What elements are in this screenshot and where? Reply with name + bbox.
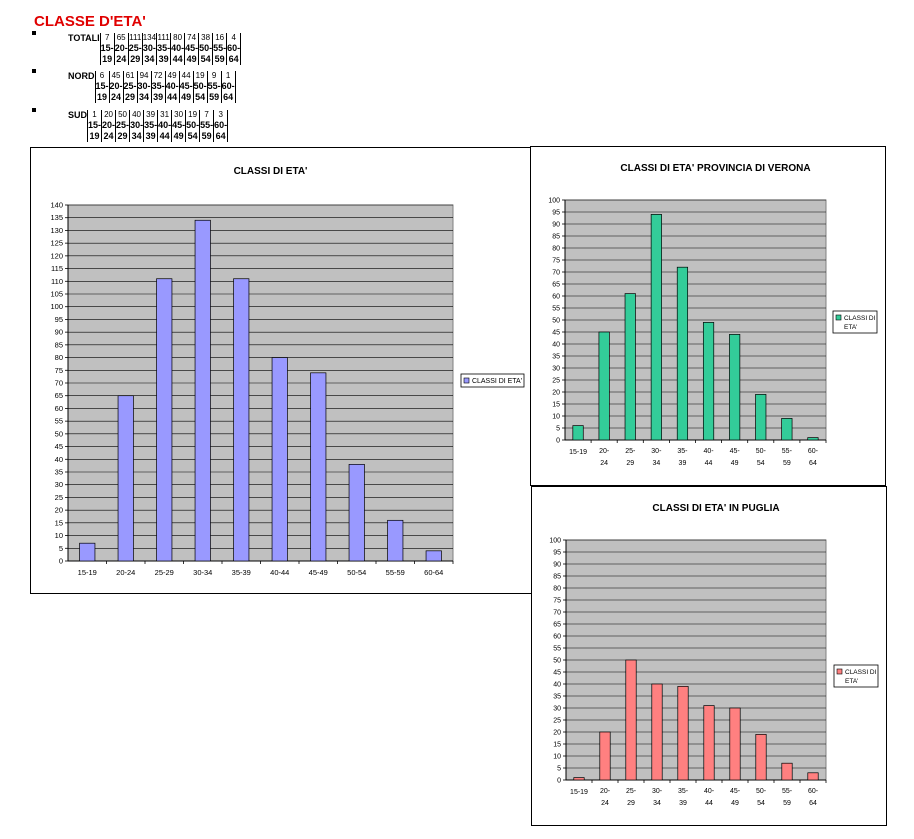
table-label: TOTALI (68, 33, 100, 43)
table-cell: 45 (109, 71, 123, 81)
table-cell: 7 (200, 110, 214, 120)
y-tick-label: 30 (552, 365, 560, 373)
y-tick-label: 20 (552, 389, 560, 397)
table-cell: 94 (137, 71, 151, 81)
bar (426, 551, 441, 561)
y-tick-label: 55 (54, 416, 63, 426)
table-cell: 44 (179, 71, 193, 81)
y-tick-label: 140 (50, 200, 63, 210)
x-tick-label: 49 (731, 800, 739, 807)
y-tick-label: 90 (553, 561, 561, 569)
table-class-cell: 60-64 (221, 81, 235, 102)
x-tick-label: 39 (679, 800, 687, 807)
y-tick-label: 105 (50, 289, 63, 299)
x-tick-label: 30-34 (193, 568, 213, 577)
table-label: NORD (68, 71, 95, 81)
table-cell: 39 (144, 110, 158, 120)
y-tick-label: 50 (553, 657, 561, 665)
bar (730, 708, 740, 780)
legend-swatch (836, 315, 841, 320)
table-cell: 1 (88, 110, 102, 120)
table-class-cell: 35-39 (144, 120, 158, 141)
x-tick-label: 35- (677, 788, 689, 795)
y-tick-label: 95 (54, 314, 63, 324)
table-cell: 111 (157, 33, 170, 42)
legend-label: CLASSI DI ETA' (472, 378, 522, 385)
y-tick-label: 0 (556, 437, 560, 445)
x-tick-label: 54 (756, 460, 765, 467)
table-cell: 4 (227, 33, 241, 43)
y-tick-label: 70 (54, 378, 63, 388)
table-cell: 134 (142, 33, 157, 42)
y-tick-label: 60 (552, 293, 560, 301)
y-tick-label: 70 (553, 609, 561, 617)
y-tick-label: 40 (54, 454, 63, 464)
legend-swatch (837, 669, 842, 674)
table-class-cell: 25-29 (116, 120, 130, 141)
table-cell: 19 (186, 110, 200, 120)
bar (349, 464, 364, 561)
y-tick-label: 30 (553, 705, 561, 713)
x-tick-label: 15-19 (570, 789, 588, 796)
legend-label: CLASSI DI (845, 669, 877, 676)
y-tick-label: 80 (552, 245, 560, 253)
y-tick-label: 10 (54, 531, 63, 541)
table-totali (32, 31, 241, 64)
y-tick-label: 75 (54, 365, 63, 375)
bar (652, 684, 662, 780)
bar (195, 220, 210, 561)
y-tick-label: 75 (553, 597, 561, 605)
table-class-cell: 50-54 (199, 43, 213, 64)
x-tick-label: 15-19 (569, 449, 588, 456)
y-tick-label: 120 (50, 251, 63, 261)
y-tick-label: 85 (54, 340, 63, 350)
bar (234, 279, 249, 561)
table-class-cell: 35-39 (157, 43, 171, 64)
x-tick-label: 50- (755, 788, 767, 795)
table-cell: 65 (114, 33, 128, 43)
y-tick-label: 95 (553, 549, 561, 557)
y-tick-label: 85 (552, 233, 560, 241)
table-class-cell: 60-64 (214, 120, 228, 141)
x-tick-label: 45- (729, 448, 740, 455)
table-class-cell: 15-19 (88, 120, 102, 141)
x-tick-label: 24 (601, 800, 609, 807)
x-tick-label: 35- (677, 448, 688, 455)
y-tick-label: 115 (51, 264, 63, 274)
chart-title: CLASSI DI ETA' IN PUGLIA (652, 503, 780, 514)
table-cell: 20 (102, 110, 116, 120)
bar (651, 214, 661, 440)
x-tick-label: 64 (809, 460, 817, 467)
table-cell: 3 (214, 110, 228, 120)
x-tick-label: 15-19 (77, 568, 97, 577)
legend-label: ETA' (845, 678, 859, 685)
table-cell: 31 (158, 110, 172, 120)
bar (80, 543, 95, 561)
y-tick-label: 40 (552, 341, 560, 349)
table-class-cell: 30-34 (137, 81, 151, 102)
x-tick-label: 59 (782, 460, 791, 467)
bar (782, 418, 792, 440)
table-class-cell: 25-29 (123, 81, 137, 102)
table-class-cell: 20-24 (109, 81, 123, 102)
y-tick-label: 45 (553, 669, 561, 677)
legend-label: CLASSI DI (844, 315, 876, 322)
x-tick-label: 40-44 (270, 568, 290, 577)
x-tick-label: 29 (627, 800, 635, 807)
y-tick-label: 100 (549, 537, 561, 545)
table-class-cell: 50-54 (186, 120, 200, 141)
y-tick-label: 90 (54, 327, 63, 337)
chart-puglia (531, 486, 887, 826)
y-tick-label: 30 (54, 480, 63, 490)
table-class-cell: 40-44 (158, 120, 172, 141)
y-tick-label: 85 (553, 573, 561, 581)
y-tick-label: 45 (552, 329, 560, 337)
y-tick-label: 20 (553, 729, 561, 737)
table-class-cell: 55-59 (213, 43, 227, 64)
bar (808, 773, 818, 780)
x-tick-label: 49 (730, 460, 739, 467)
x-tick-label: 44 (705, 800, 713, 807)
page-title: CLASSE D'ETA' (34, 13, 146, 30)
bar (677, 267, 687, 440)
x-tick-label: 20-24 (116, 568, 136, 577)
x-tick-label: 64 (809, 800, 817, 807)
y-tick-label: 35 (553, 693, 561, 701)
y-tick-label: 50 (54, 429, 63, 439)
x-tick-label: 60- (807, 448, 819, 455)
bar (574, 778, 584, 780)
chart-verona (530, 146, 886, 486)
x-tick-label: 55-59 (385, 568, 405, 577)
table-class-cell: 55-59 (207, 81, 221, 102)
y-tick-label: 35 (552, 353, 560, 361)
x-tick-label: 29 (626, 460, 635, 467)
chart-title: CLASSI DI ETA' (233, 166, 308, 177)
table-cell: 38 (199, 33, 213, 43)
bar (704, 706, 714, 780)
table-class-cell: 40-44 (165, 81, 179, 102)
table-cell: 1 (221, 71, 235, 81)
y-tick-label: 110 (51, 276, 63, 286)
table-class-cell: 30-34 (142, 43, 156, 64)
y-tick-label: 40 (553, 681, 561, 689)
chart-totali-svg (31, 148, 531, 593)
chart-title: CLASSI DI ETA' PROVINCIA DI VERONA (620, 163, 811, 174)
y-tick-label: 125 (50, 238, 63, 248)
x-tick-label: 45-49 (308, 568, 328, 577)
bar (756, 734, 766, 780)
x-tick-label: 35-39 (231, 568, 251, 577)
y-tick-label: 10 (553, 753, 561, 761)
x-tick-label: 25- (625, 448, 636, 455)
y-tick-label: 100 (548, 197, 560, 205)
x-tick-label: 20- (599, 448, 610, 455)
x-tick-label: 50- (755, 448, 766, 455)
legend-label: ETA' (844, 324, 858, 331)
y-tick-label: 70 (552, 269, 560, 277)
y-tick-label: 50 (552, 317, 560, 325)
table-nord (32, 69, 235, 102)
table-class-cell: 25-29 (128, 43, 142, 64)
x-tick-label: 34 (653, 800, 661, 807)
chart-puglia-svg (532, 487, 886, 825)
y-tick-label: 0 (557, 777, 561, 785)
x-tick-label: 30- (651, 448, 662, 455)
x-tick-label: 44 (704, 460, 713, 467)
bar (756, 394, 766, 440)
x-tick-label: 60-64 (424, 568, 444, 577)
bar (388, 520, 403, 561)
y-tick-label: 0 (58, 556, 63, 566)
chart-verona-svg (531, 147, 885, 485)
bar (573, 426, 583, 440)
y-tick-label: 60 (54, 403, 63, 413)
table-cell: 16 (213, 33, 227, 43)
y-tick-label: 5 (58, 543, 63, 553)
x-tick-label: 25- (625, 788, 637, 795)
table-cell: 80 (171, 33, 185, 43)
x-tick-label: 59 (783, 800, 791, 807)
y-tick-label: 55 (553, 645, 561, 653)
table-class-cell: 40-44 (171, 43, 185, 64)
y-tick-label: 55 (552, 305, 560, 313)
y-tick-label: 15 (54, 518, 63, 528)
x-tick-label: 40- (703, 788, 715, 795)
chart-totali (30, 147, 532, 594)
table-cell: 50 (116, 110, 130, 120)
table-class-cell: 15-19 (95, 81, 109, 102)
bar (782, 763, 792, 780)
table-cell: 7 (100, 33, 114, 43)
y-tick-label: 5 (556, 425, 560, 433)
y-tick-label: 10 (552, 413, 560, 421)
bar (678, 686, 688, 780)
legend-swatch (464, 378, 469, 383)
table-class-cell: 15-19 (100, 43, 114, 64)
y-tick-label: 65 (553, 621, 561, 629)
table-class-cell: 50-54 (193, 81, 207, 102)
table-class-cell: 20-24 (114, 43, 128, 64)
bar (600, 732, 610, 780)
x-tick-label: 60- (807, 788, 819, 795)
x-tick-label: 40- (703, 448, 714, 455)
table-label: SUD (68, 110, 88, 120)
y-tick-label: 45 (54, 442, 63, 452)
table-cell: 19 (193, 71, 207, 81)
table-class-cell: 20-24 (102, 120, 116, 141)
x-tick-label: 34 (652, 460, 661, 467)
table-class-cell: 60-64 (227, 43, 241, 64)
y-tick-label: 75 (552, 257, 560, 265)
table-class-cell: 35-39 (151, 81, 165, 102)
table-cell: 49 (165, 71, 179, 81)
bar (808, 438, 818, 440)
y-tick-label: 25 (54, 492, 63, 502)
table-cell: 6 (95, 71, 109, 81)
y-tick-label: 130 (50, 225, 63, 235)
bar (157, 279, 172, 561)
y-tick-label: 80 (553, 585, 561, 593)
x-tick-label: 20- (599, 788, 611, 795)
y-tick-label: 5 (557, 765, 561, 773)
x-tick-label: 39 (678, 460, 687, 467)
x-tick-label: 24 (600, 460, 609, 467)
table-sud (32, 108, 228, 141)
x-tick-label: 55- (781, 788, 793, 795)
y-tick-label: 95 (552, 209, 560, 217)
y-tick-label: 20 (54, 505, 63, 515)
y-tick-label: 15 (552, 401, 560, 409)
bar (599, 332, 609, 440)
bar (729, 334, 739, 440)
table-class-cell: 30-34 (130, 120, 144, 141)
y-tick-label: 135 (50, 213, 63, 223)
bar (311, 373, 326, 561)
y-tick-label: 65 (54, 391, 63, 401)
bar (118, 396, 133, 561)
bar (626, 660, 636, 780)
x-tick-label: 25-29 (154, 568, 174, 577)
x-tick-label: 45- (729, 788, 741, 795)
y-tick-label: 15 (553, 741, 561, 749)
table-class-cell: 45-49 (179, 81, 193, 102)
table-cell: 30 (172, 110, 186, 120)
x-tick-label: 50-54 (347, 568, 367, 577)
y-tick-label: 80 (54, 353, 63, 363)
table-class-cell: 55-59 (200, 120, 214, 141)
y-tick-label: 35 (54, 467, 63, 477)
table-cell: 111 (129, 33, 142, 42)
table-class-cell: 45-49 (185, 43, 199, 64)
x-tick-label: 54 (757, 800, 765, 807)
table-class-cell: 45-49 (172, 120, 186, 141)
x-tick-label: 55- (781, 448, 792, 455)
y-tick-label: 60 (553, 633, 561, 641)
y-tick-label: 90 (552, 221, 560, 229)
bar (625, 294, 635, 440)
y-tick-label: 100 (50, 302, 63, 312)
table-cell: 61 (123, 71, 137, 81)
y-tick-label: 25 (553, 717, 561, 725)
x-tick-label: 30- (651, 788, 663, 795)
table-cell: 40 (130, 110, 144, 120)
bar (703, 322, 713, 440)
y-tick-label: 65 (552, 281, 560, 289)
table-cell: 72 (151, 71, 165, 81)
bar (272, 358, 287, 561)
table-cell: 74 (185, 33, 199, 43)
y-tick-label: 25 (552, 377, 560, 385)
table-cell: 9 (207, 71, 221, 81)
